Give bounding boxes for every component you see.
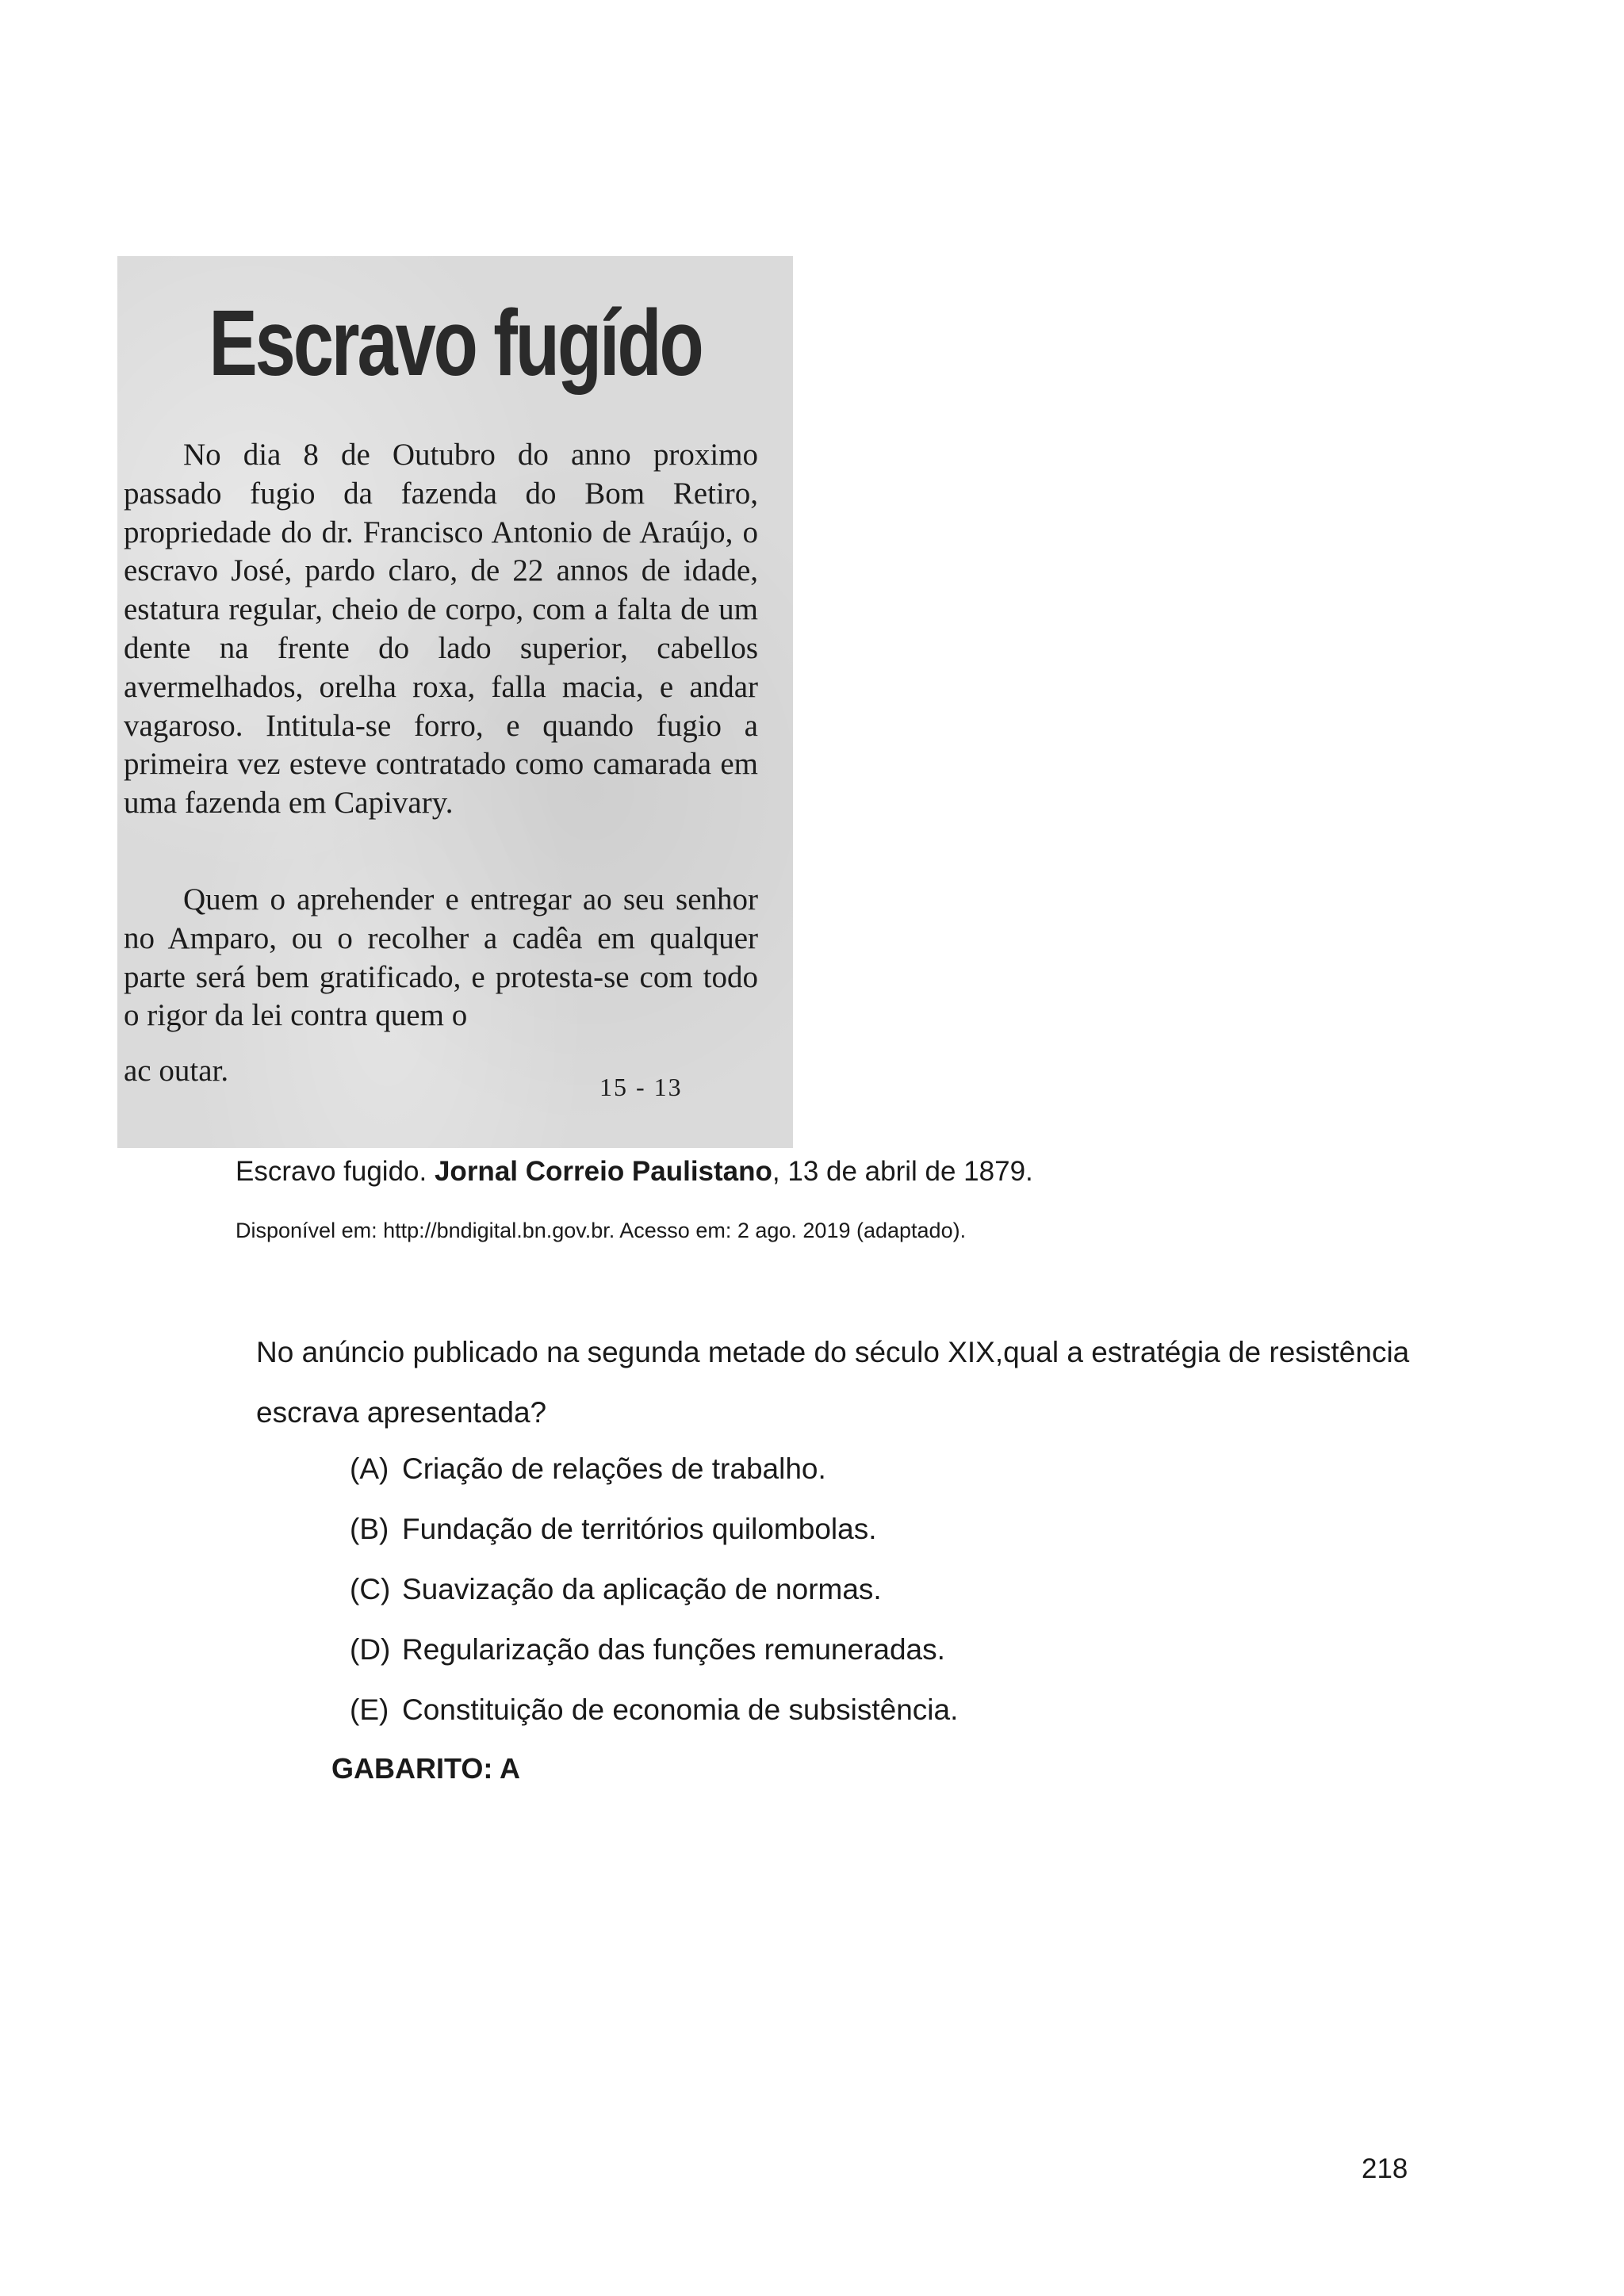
option-b-letter: (B): [350, 1513, 389, 1545]
source-citation: Disponível em: http://bndigital.bn.gov.br. Acesso em: 2 ago. 2019 (adaptado).: [236, 1219, 967, 1242]
question-text: No anúncio publicado na segunda metade do século XIX,qual a estratégia de resistência escrava apresentada?: [256, 1336, 1410, 1429]
clipping-paragraph-1-text: No dia 8 de Outubro do anno proximo passado fugio da fazenda do Bom Retiro, propriedade do dr. Francisco Antonio de Araújo, o escravo José, pardo claro, de 22 annos de idade, estatura regular, cheio de corpo, com a falta de um dente na frente do lado superior, cabellos avermelhados, orelha roxa, falla macia, e andar vagaroso. Intitula-se forro, e quando fugio a primeira vez esteve contratado como camarada em uma fazenda em Capivary.: [124, 438, 758, 821]
clipping-paragraph-2-text: Quem o aprehender e entregar ao seu senhor no Amparo, ou o recolher a cadêa em qualquer parte será bem gratificado, e protesta-se com todo o rigor da lei contra quem o: [124, 882, 758, 1033]
answer-options: [350, 1449, 958, 1751]
option-a-text: Criação de relações de trabalho.: [402, 1452, 826, 1485]
answer-key: GABARITO: A: [331, 1752, 520, 1785]
option-d-text: Regularização das funções remuneradas.: [402, 1633, 945, 1666]
caption-prefix: Escravo fugido.: [236, 1156, 435, 1187]
option-b: [350, 1510, 958, 1570]
option-e-text: Constituição de economia de subsistência.: [402, 1693, 959, 1726]
option-c-text: Suavização da aplicação de normas.: [402, 1573, 882, 1605]
option-a-letter: (A): [350, 1452, 389, 1485]
clipping-number: 15 - 13: [599, 1073, 683, 1101]
newspaper-clipping-image: [117, 256, 793, 1148]
option-c: [350, 1570, 958, 1630]
caption-suffix: , 13 de abril de 1879.: [772, 1156, 1033, 1187]
clipping-headline: Escravo fugído: [209, 291, 702, 396]
option-a: [350, 1449, 958, 1510]
clipping-signature: ac outar.: [124, 1054, 229, 1088]
option-e-letter: (E): [350, 1693, 389, 1726]
clipping-paragraph-2: [124, 881, 758, 1035]
option-d-letter: (D): [350, 1633, 391, 1666]
option-b-text: Fundação de territórios quilombolas.: [402, 1513, 877, 1545]
option-c-letter: (C): [350, 1573, 391, 1605]
clipping-paragraph-1: [124, 436, 758, 823]
option-d: [350, 1630, 958, 1690]
caption-journal: Jornal Correio Paulistano: [434, 1156, 772, 1187]
page-number: 218: [1362, 2153, 1408, 2184]
image-caption: [236, 1156, 1033, 1188]
option-e: [350, 1690, 958, 1751]
